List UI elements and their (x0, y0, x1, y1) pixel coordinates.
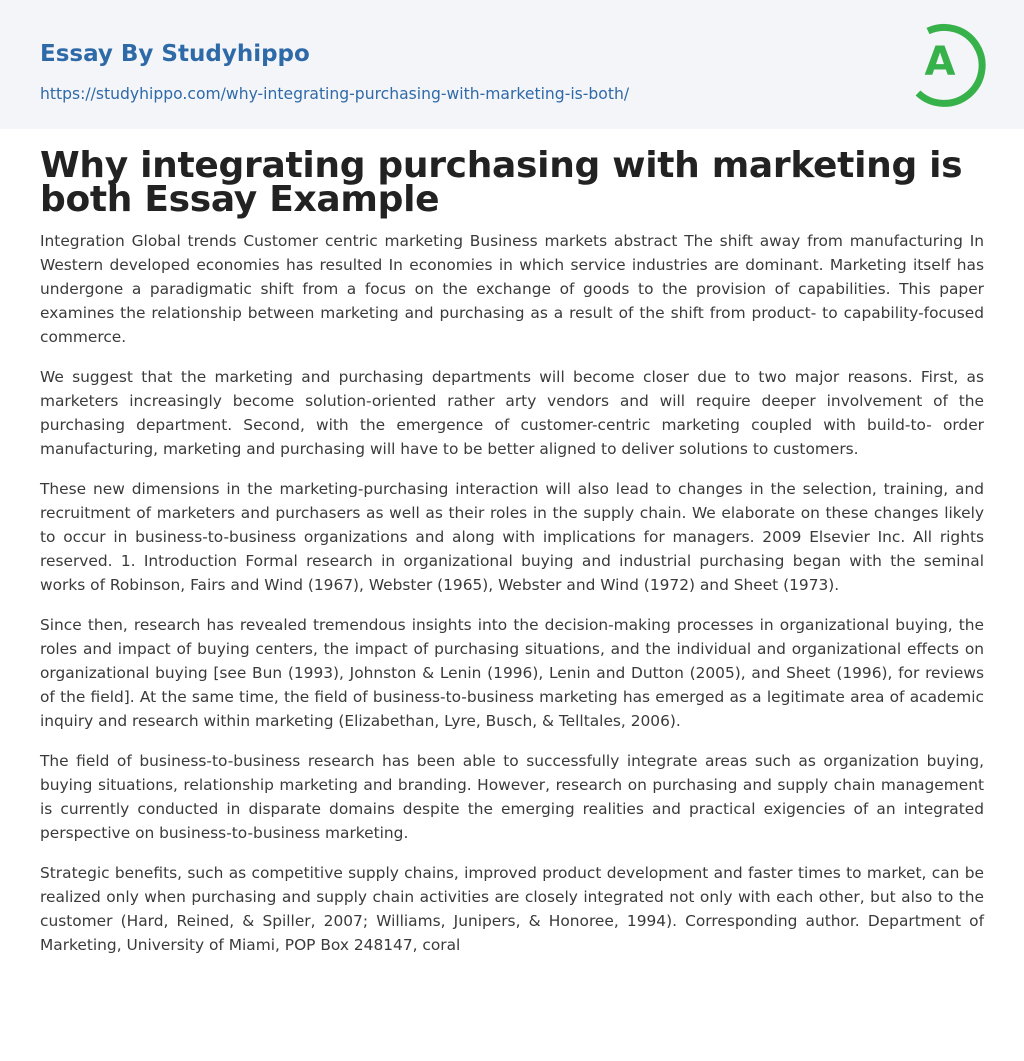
article-paragraph: Strategic benefits, such as competitive supply chains, improved product development and faster times to market, can be realized only when purchasing and supply chain activities are closely integrated not only with each other, but also to the customer (Hard, Reined, & Spiller, 2007; Williams, Junipers, & Honoree, 1994). Corresponding author. Department of Marketing, University of Miami, POP Box 248147, coral (40, 864, 984, 954)
article-paragraph: These new dimensions in the marketing-purchasing interaction will also lead to changes in the selection, training, and recruitment of marketers and purchasers as well as their roles in the supply chain. We elaborate on these changes likely to occur in business-to-business organizations and along with implications for managers. 2009 Elsevier Inc. All rights reserved. 1. Introduction Formal research in organizational buying and industrial purchasing began with the seminal works of Robinson, Fairs and Wind (1967), Webster (1965), Webster and Wind (1972) and Sheet (1973). (40, 480, 984, 594)
page-url-link[interactable]: https://studyhippo.com/why-integrating-purchasing-with-marketing-is-both/ (40, 85, 630, 103)
article-body (40, 229, 984, 957)
studyhippo-logo-icon[interactable] (906, 17, 990, 107)
logo-letter: A (924, 39, 956, 85)
article-paragraph: The field of business-to-business research has been able to successfully integrate areas such as organization buying, buying situations, relationship marketing and branding. However, research on purchasing and supply chain management is currently conducted in disparate domains despite the emerging realities and practical exigencies of an integrated perspective on business-to-business marketing. (40, 752, 984, 842)
article-paragraph: Since then, research has revealed tremendous insights into the decision-making processes in organizational buying, the roles and impact of buying centers, the impact of purchasing situations, and the individual and organizational effects on organizational buying [see Bun (1993), Johnston & Lenin (1996), Lenin and Dutton (2005), and Sheet (1996), for reviews of the field]. At the same time, the field of business-to-business marketing has emerged as a legitimate area of academic inquiry and research within marketing (Elizabethan, Lyre, Busch, & Telltales, 2006). (40, 616, 984, 730)
article-title: Why integrating purchasing with marketing is both Essay Example (40, 145, 963, 220)
article-paragraph: Integration Global trends Customer centric marketing Business markets abstract The shift away from manufacturing In Western developed economies has resulted In economies in which service industries are dominant. Marketing itself has undergone a paradigmatic shift from a focus on the exchange of goods to the provision of capabilities. This paper examines the relationship between marketing and purchasing as a result of the shift from product- to capability-focused commerce. (40, 232, 984, 346)
article-paragraph: We suggest that the marketing and purchasing departments will become closer due to two major reasons. First, as marketers increasingly become solution-oriented rather arty vendors and will require deeper involvement of the purchasing department. Second, with the emergence of customer-centric marketing coupled with build-to- order manufacturing, marketing and purchasing will have to be better aligned to deliver solutions to customers. (40, 368, 984, 458)
site-header (0, 0, 1024, 129)
site-brand[interactable]: Essay By Studyhippo (40, 41, 310, 67)
article-main (0, 129, 1024, 957)
